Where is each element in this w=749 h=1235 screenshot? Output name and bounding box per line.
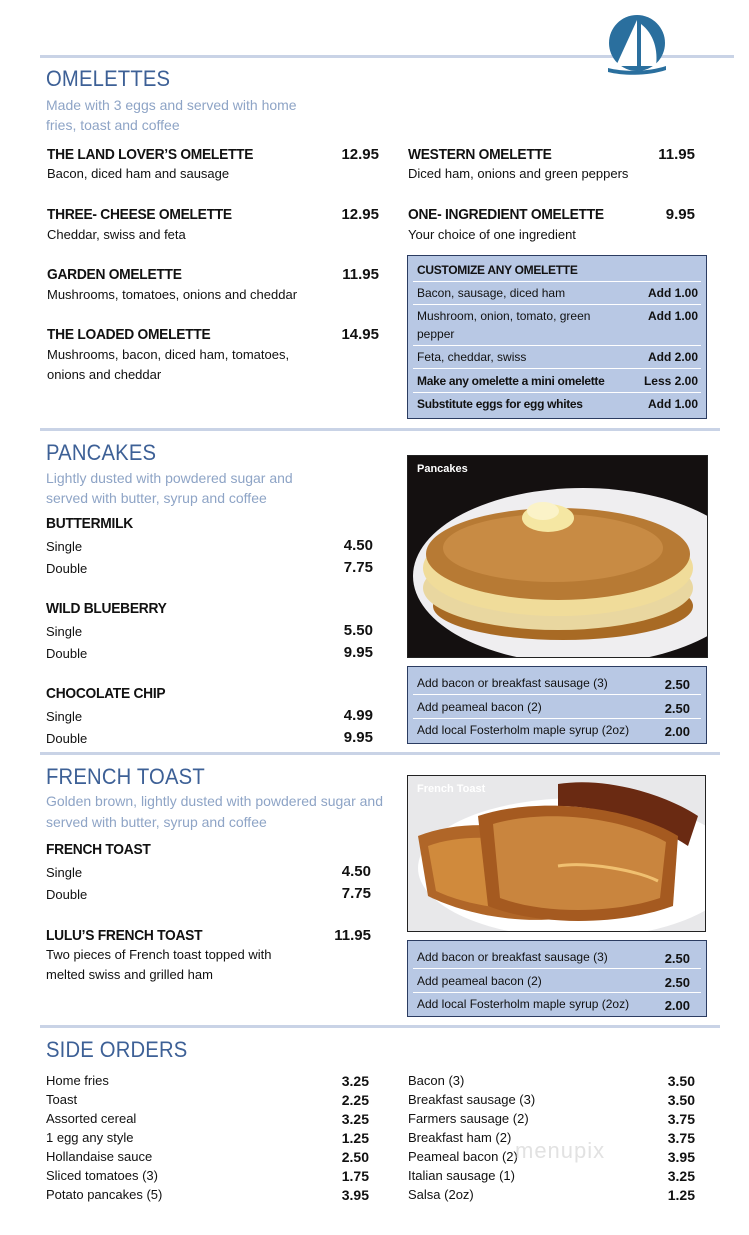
customize-row-label: Bacon, sausage, diced ham [417,286,566,300]
pancake-size-label: Double [46,646,88,661]
side-item-label: Farmers sausage (2) [408,1111,529,1126]
menupix-watermark: menupix [515,1138,606,1163]
addon-price: 2.00 [664,724,690,739]
side-item-price: 1.25 [667,1187,695,1203]
side-item-label: Toast [46,1092,78,1107]
customize-row-price: Less 2.00 [643,374,698,388]
pancakes-photo-label: Pancakes [417,463,468,475]
side-item-label: Salsa (2oz) [408,1187,474,1202]
customize-omelette-box [407,255,707,419]
omelette-price: 11.95 [342,266,379,283]
omelette-name: WESTERN OMELETTE [408,146,552,163]
addon-label: Add bacon or breakfast sausage (3) [417,950,608,964]
omelette-desc: Mushrooms, tomatoes, onions and cheddar [47,287,298,302]
french-toast-size-label: Single [46,865,83,880]
side-item-label: Sliced tomatoes (3) [46,1168,158,1183]
french-toast-rule [40,752,720,755]
pancake-size-label: Single [46,624,83,639]
sailboat-logo-icon [604,14,668,76]
side-item-price: 2.50 [341,1149,369,1165]
side-item-label: Peameal bacon (2) [408,1149,518,1164]
customize-row-price: Add 1.00 [647,397,698,411]
french-toast-size-price: 4.50 [341,863,371,880]
side-orders-title: SIDE ORDERS [46,1037,188,1062]
pancakes-title: PANCAKES [46,440,157,465]
addon-label: Add bacon or breakfast sausage (3) [417,676,608,690]
pancake-group-name: WILD BLUEBERRY [46,600,167,617]
french-toast-group-name: FRENCH TOAST [46,841,151,858]
side-item-price: 3.75 [667,1130,695,1146]
omelette-name: THE LAND LOVER’S OMELETTE [47,146,254,163]
pancake-size-label: Double [46,561,88,576]
french-toast-photo [407,775,706,932]
french-toast-subtitle-2: served with butter, syrup and coffee [46,814,267,830]
addon-price: 2.50 [664,701,690,716]
side-item-price: 3.25 [667,1168,695,1184]
side-item-label: Home fries [46,1073,109,1088]
side-item-price: 3.75 [667,1111,695,1127]
box-divider [413,992,701,993]
customize-row-price: Add 2.00 [647,350,698,364]
customize-row-label: Substitute eggs for egg whites [417,397,583,411]
omelette-price: 12.95 [341,206,379,223]
omelette-price: 9.95 [665,206,695,223]
omelette-price: 14.95 [341,326,379,343]
customize-row-label: Make any omelette a mini omelette [417,374,605,388]
box-divider [413,392,701,393]
side-item-price: 1.25 [341,1130,369,1146]
pancake-size-price: 9.95 [343,729,373,746]
addon-label: Add peameal bacon (2) [417,974,542,988]
customize-title: CUSTOMIZE ANY OMELETTE [417,263,578,277]
french-toast-photo-label: French Toast [417,783,486,795]
side-item-label: Italian sausage (1) [408,1168,515,1183]
omelette-desc: Cheddar, swiss and feta [47,227,186,242]
side-item-label: Hollandaise sauce [46,1149,153,1164]
pancake-size-label: Single [46,539,83,554]
side-item-price: 3.95 [341,1187,369,1203]
side-item-price: 3.50 [667,1092,695,1108]
customize-row-price: Add 1.00 [647,309,698,323]
customize-row-label: Feta, cheddar, swiss [417,350,527,364]
pancake-size-price: 4.99 [343,707,373,724]
french-toast-size-price: 7.75 [341,885,371,902]
addon-price: 2.00 [664,998,690,1013]
customize-row-label: pepper [417,327,455,341]
omelette-name: GARDEN OMELETTE [47,266,182,283]
omelette-name: THE LOADED OMELETTE [47,326,211,343]
box-divider [413,694,701,695]
french-toast-title: FRENCH TOAST [46,764,205,789]
side-item-price: 2.25 [341,1092,369,1108]
side-orders-rule [40,1025,720,1028]
french-toast-subtitle-1: Golden brown, lightly dusted with powdered sugar and [46,793,383,809]
pancake-size-price: 7.75 [343,559,373,576]
box-divider [413,304,701,305]
side-item-label: Breakfast ham (2) [408,1130,512,1145]
omelettes-subtitle-1: Made with 3 eggs and served with home [46,97,297,113]
french-toast-size-label: Double [46,887,88,902]
side-item-label: Breakfast sausage (3) [408,1092,536,1107]
addon-label: Add local Fosterholm maple syrup (2oz) [417,997,630,1011]
pancakes-addons-box [407,666,707,744]
pancake-group-name: BUTTERMILK [46,515,133,532]
addon-price: 2.50 [664,975,690,990]
side-item-price: 1.75 [341,1168,369,1184]
lulu-french-toast-desc: Two pieces of French toast topped with [46,947,272,962]
side-item-label: Bacon (3) [408,1073,465,1088]
omelette-desc: Your choice of one ingredient [408,227,576,242]
pancake-size-label: Double [46,731,88,746]
pancakes-rule [40,428,720,431]
side-item-price: 3.95 [667,1149,695,1165]
box-divider [413,281,701,282]
omelettes-title: OMELETTES [46,66,171,91]
omelette-price: 12.95 [341,146,379,163]
omelette-price: 11.95 [658,146,695,163]
side-item-label: 1 egg any style [46,1130,134,1145]
box-divider [413,368,701,369]
addon-price: 2.50 [664,951,690,966]
omelette-desc: onions and cheddar [47,367,162,382]
pancake-size-price: 9.95 [343,644,373,661]
customize-row-label: Mushroom, onion, tomato, green [417,309,591,323]
addon-label: Add local Fosterholm maple syrup (2oz) [417,723,630,737]
customize-row-price: Add 1.00 [647,286,698,300]
lulu-french-toast-desc: melted swiss and grilled ham [46,967,213,982]
side-item-label: Assorted cereal [46,1111,137,1126]
box-divider [413,345,701,346]
omelette-desc: Bacon, diced ham and sausage [47,166,230,181]
pancake-group-name: CHOCOLATE CHIP [46,685,166,702]
addon-label: Add peameal bacon (2) [417,700,542,714]
pancakes-subtitle-2: served with butter, syrup and coffee [46,490,267,506]
side-item-label: Potato pancakes (5) [46,1187,163,1202]
french-toast-addons-box [407,940,707,1017]
pancake-size-price: 4.50 [343,537,373,554]
pancakes-subtitle-1: Lightly dusted with powdered sugar and [46,470,293,486]
side-item-price: 3.50 [667,1073,695,1089]
lulu-french-toast-name: LULU’S FRENCH TOAST [46,927,203,944]
pancake-size-label: Single [46,709,83,724]
omelette-name: THREE- CHEESE OMELETTE [47,206,232,223]
side-item-price: 3.25 [341,1073,369,1089]
lulu-french-toast-price: 11.95 [334,927,371,944]
side-item-price: 3.25 [341,1111,369,1127]
pancake-size-price: 5.50 [343,622,373,639]
omelettes-subtitle-2: fries, toast and coffee [46,117,180,133]
omelette-desc: Diced ham, onions and green peppers [408,166,629,181]
addon-price: 2.50 [664,677,690,692]
box-divider [413,968,701,969]
box-divider [413,718,701,719]
omelette-desc: Mushrooms, bacon, diced ham, tomatoes, [47,347,290,362]
omelette-name: ONE- INGREDIENT OMELETTE [408,206,604,223]
pancakes-photo [407,455,708,658]
